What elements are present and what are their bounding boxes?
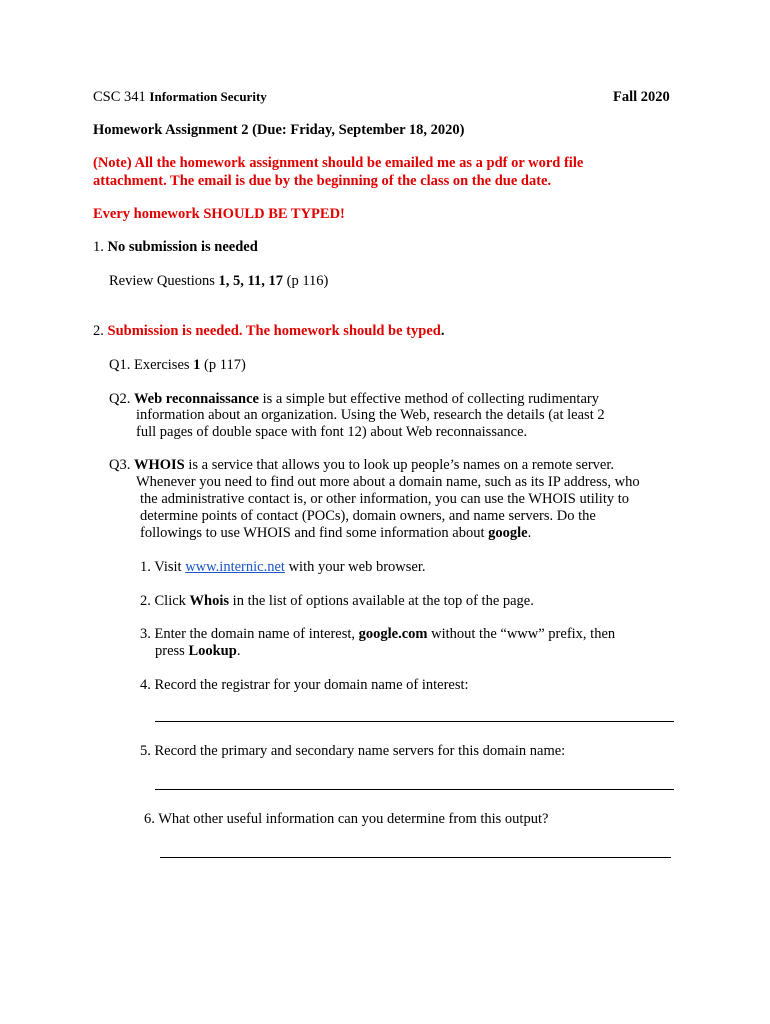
- question-3-line-2: Whenever you need to find out more about a domain name, such as its IP address, who: [136, 474, 640, 490]
- q1-number: 1: [193, 357, 201, 373]
- assignment-title: Homework Assignment 2 (Due: Friday, September 18, 2020): [93, 122, 465, 138]
- step-3-line-2: [155, 642, 240, 660]
- question-1: [109, 356, 246, 374]
- q1-suffix: (p 117): [200, 357, 246, 373]
- question-3-line-1: [109, 456, 614, 474]
- step3-l2-end: .: [236, 643, 241, 659]
- step-1: [140, 558, 425, 576]
- question-3-line-3: the administrative contact is, or other information, you can use the WHOIS utility to: [140, 491, 629, 507]
- typed-warning: Every homework SHOULD BE TYPED!: [93, 206, 345, 222]
- answer-line-4[interactable]: [155, 721, 674, 722]
- q3-line5-pre: followings to use WHOIS and find some information about: [140, 525, 489, 541]
- part2-heading: [93, 322, 444, 340]
- step-4: 4. Record the registrar for your domain name of interest:: [140, 677, 469, 693]
- q3-label: Q3.: [109, 457, 134, 473]
- q2-line1-rest: is a simple but effective method of collecting rudimentary: [258, 391, 599, 407]
- step-2: [140, 592, 534, 610]
- question-2-line-3: full pages of double space with font 12) about Web reconnaissance.: [136, 424, 528, 440]
- step-6: 6. What other useful information can you determine from this output?: [144, 811, 549, 827]
- part1-number: 1.: [93, 239, 104, 255]
- part2-title-end: .: [440, 323, 445, 339]
- internic-link[interactable]: www.internic.net: [185, 559, 285, 575]
- course-code: CSC 341: [93, 89, 146, 105]
- step1-pre: 1. Visit: [140, 559, 186, 575]
- step3-l2-pre: press: [155, 643, 189, 659]
- review-numbers: 1, 5, 11, 17: [218, 273, 283, 289]
- part1-review: [109, 272, 328, 290]
- q3-term: WHOIS: [133, 457, 185, 473]
- answer-line-6[interactable]: [160, 857, 671, 858]
- note-line-1: (Note) All the homework assignment should be emailed me as a pdf or word file: [93, 155, 584, 171]
- course-header: [93, 88, 267, 106]
- step3-bold: google.com: [358, 626, 428, 642]
- review-prefix: Review Questions: [109, 273, 219, 289]
- part2-title: Submission is needed. The homework should be typed: [107, 323, 441, 339]
- step2-post: in the list of options available at the top of the page.: [229, 593, 534, 609]
- step-5: 5. Record the primary and secondary name servers for this domain name:: [140, 743, 566, 759]
- q3-line5-bold: google: [488, 525, 528, 541]
- answer-line-5[interactable]: [155, 789, 674, 790]
- q3-line5-end: .: [527, 525, 532, 541]
- q2-label: Q2.: [109, 391, 134, 407]
- part2-number: 2.: [93, 323, 104, 339]
- part1-title: No submission is needed: [107, 239, 258, 255]
- step3-post: without the “www” prefix, then: [427, 626, 616, 642]
- step2-bold: Whois: [189, 593, 230, 609]
- note-line-2: attachment. The email is due by the beginning of the class on the due date.: [93, 173, 552, 189]
- question-3-line-5: [140, 524, 531, 542]
- part1-heading: [93, 238, 258, 256]
- q1-prefix: Q1. Exercises: [109, 357, 194, 373]
- term-label: Fall 2020: [613, 89, 670, 105]
- step-3-line-1: [140, 625, 615, 643]
- step3-l2-bold: Lookup: [188, 643, 237, 659]
- step1-post: with your web browser.: [284, 559, 426, 575]
- q2-term: Web reconnaissance: [133, 391, 259, 407]
- q3-line1-rest: is a service that allows you to look up people’s names on a remote server.: [184, 457, 615, 473]
- step3-pre: 3. Enter the domain name of interest,: [140, 626, 359, 642]
- course-name: Information Security: [149, 89, 267, 104]
- question-3-line-4: determine points of contact (POCs), domain owners, and name servers. Do the: [140, 508, 596, 524]
- review-suffix: (p 116): [283, 273, 329, 289]
- question-2-line-2: information about an organization. Using the Web, research the details (at least 2: [136, 407, 605, 423]
- step2-pre: 2. Click: [140, 593, 190, 609]
